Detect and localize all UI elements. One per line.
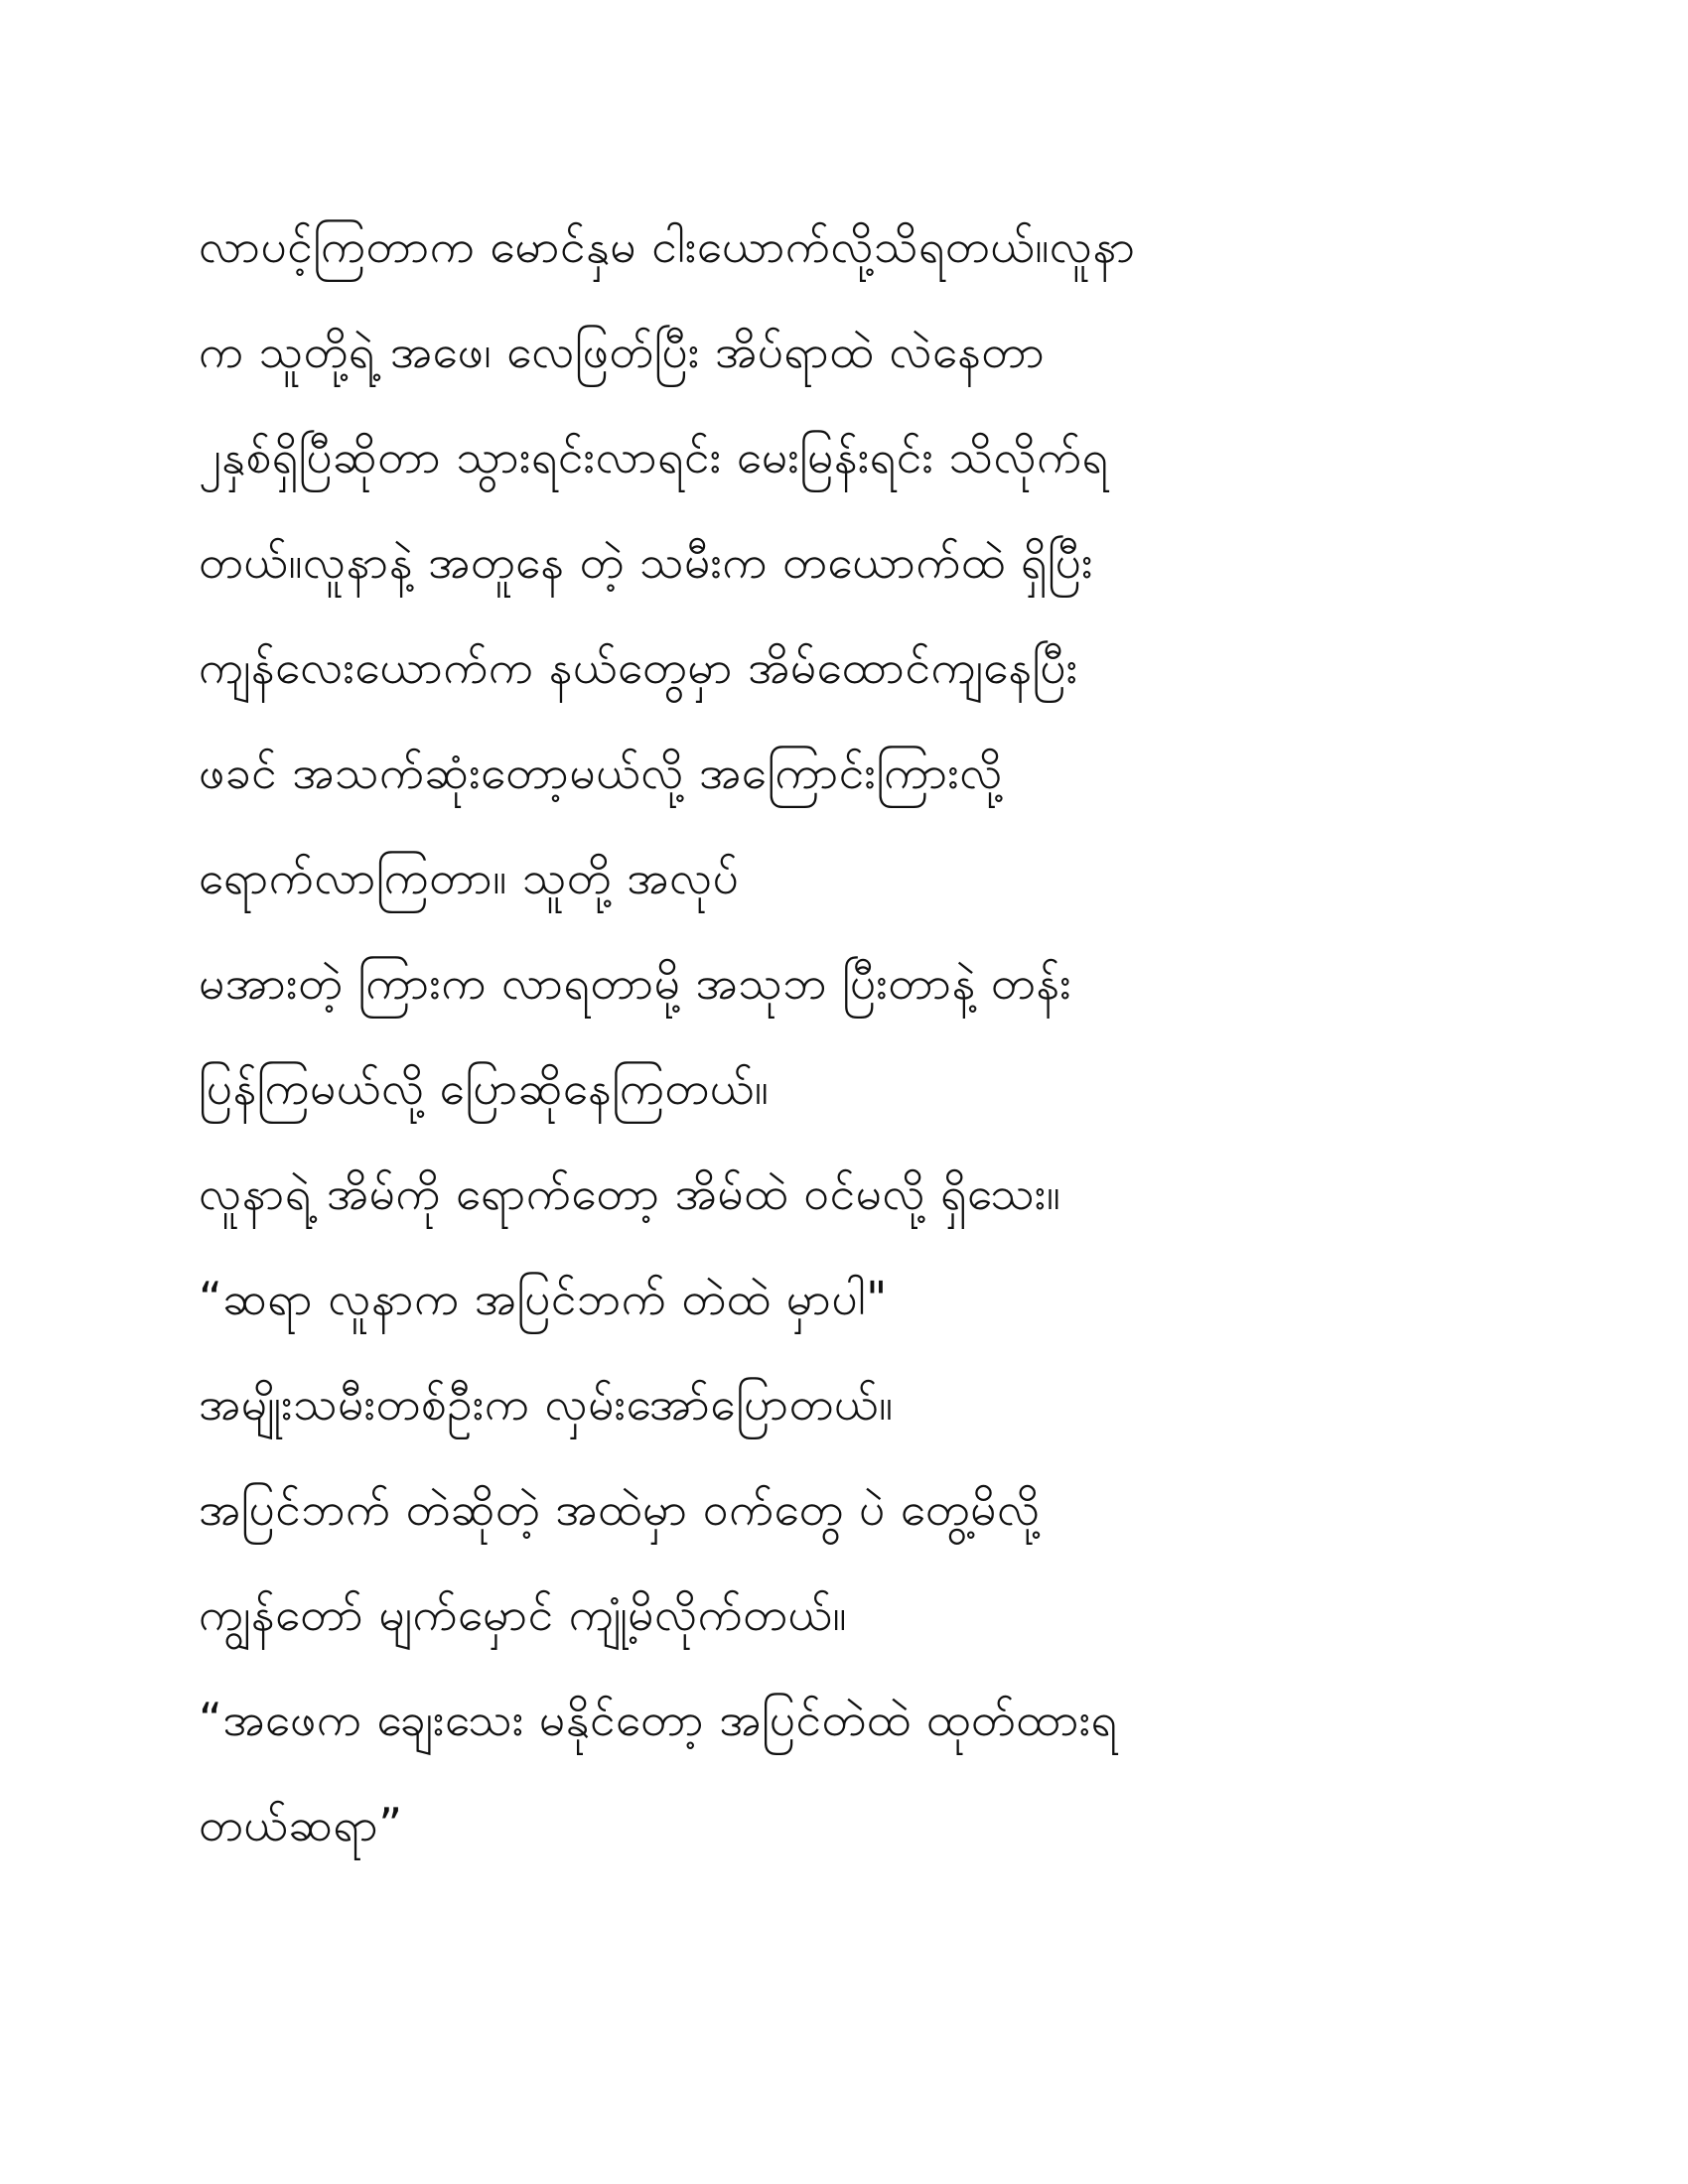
text-line-15: “အဖေက ချေးသေး မနိုင်တော့ အပြင်တဲထဲ ထုတ်ထားရ	[199, 1693, 1118, 1746]
text-line-9: ပြန်ကြမယ်လို့ ပြောဆိုနေကြတယ်။	[199, 1061, 770, 1115]
text-line-8: မအားတဲ့ ကြားက လာရတာမို့ အသုဘ ပြီးတာနဲ့ တန်း	[199, 956, 1072, 1010]
text-line-11: “ဆရာ လူနာက အပြင်ဘက် တဲထဲ မှာပါ"	[199, 1272, 888, 1325]
text-line-12: အမျိုးသမီးတစ်ဦးက လှမ်းအော်ပြောတယ်။	[199, 1377, 894, 1431]
text-line-4: တယ်။လူနာနဲ့ အတူနေ တဲ့ သမီးက တယောက်ထဲ ရှိပြီး	[199, 535, 1094, 589]
body-text	[199, 194, 1489, 1877]
text-line-2: က သူတို့ရဲ့ အဖေ၊ လေဖြတ်ပြီး အိပ်ရာထဲ လဲနေတာ	[199, 325, 1046, 378]
text-line-7: ရောက်လာကြတာ။ သူတို့ အလုပ်	[199, 851, 740, 904]
text-line-3: ၂နှစ်ရှိပြီဆိုတာ သွားရင်းလာရင်း မေးမြန်းရင်း သိလိုက်ရ	[199, 430, 1109, 483]
text-line-6: ဖခင် အသက်ဆုံးတော့မယ်လို့ အကြောင်းကြားလို့	[199, 746, 1003, 799]
text-line-5: ကျန်လေးယောက်က နယ်တွေမှာ အိမ်ထောင်ကျနေပြီး	[199, 640, 1078, 694]
text-line-1: လာပင့်ကြတာက မောင်နှမ ငါးယောက်လို့သိရတယ်။လူနာ	[199, 219, 1136, 273]
text-line-13: အပြင်ဘက် တဲဆိုတဲ့ အထဲမှာ ဝက်တွေ ပဲ တွေ့မိလို့	[199, 1482, 1041, 1536]
text-line-14: ကျွန်တော် မျက်မှောင် ကျုံ့မိလိုက်တယ်။	[199, 1587, 847, 1641]
text-line-10: လူနာရဲ့ အိမ်ကို ရောက်တော့ အိမ်ထဲ ဝင်မလို့ ရှိသေး။	[199, 1166, 1061, 1220]
text-line-16: တယ်ဆရာ”	[199, 1798, 403, 1851]
